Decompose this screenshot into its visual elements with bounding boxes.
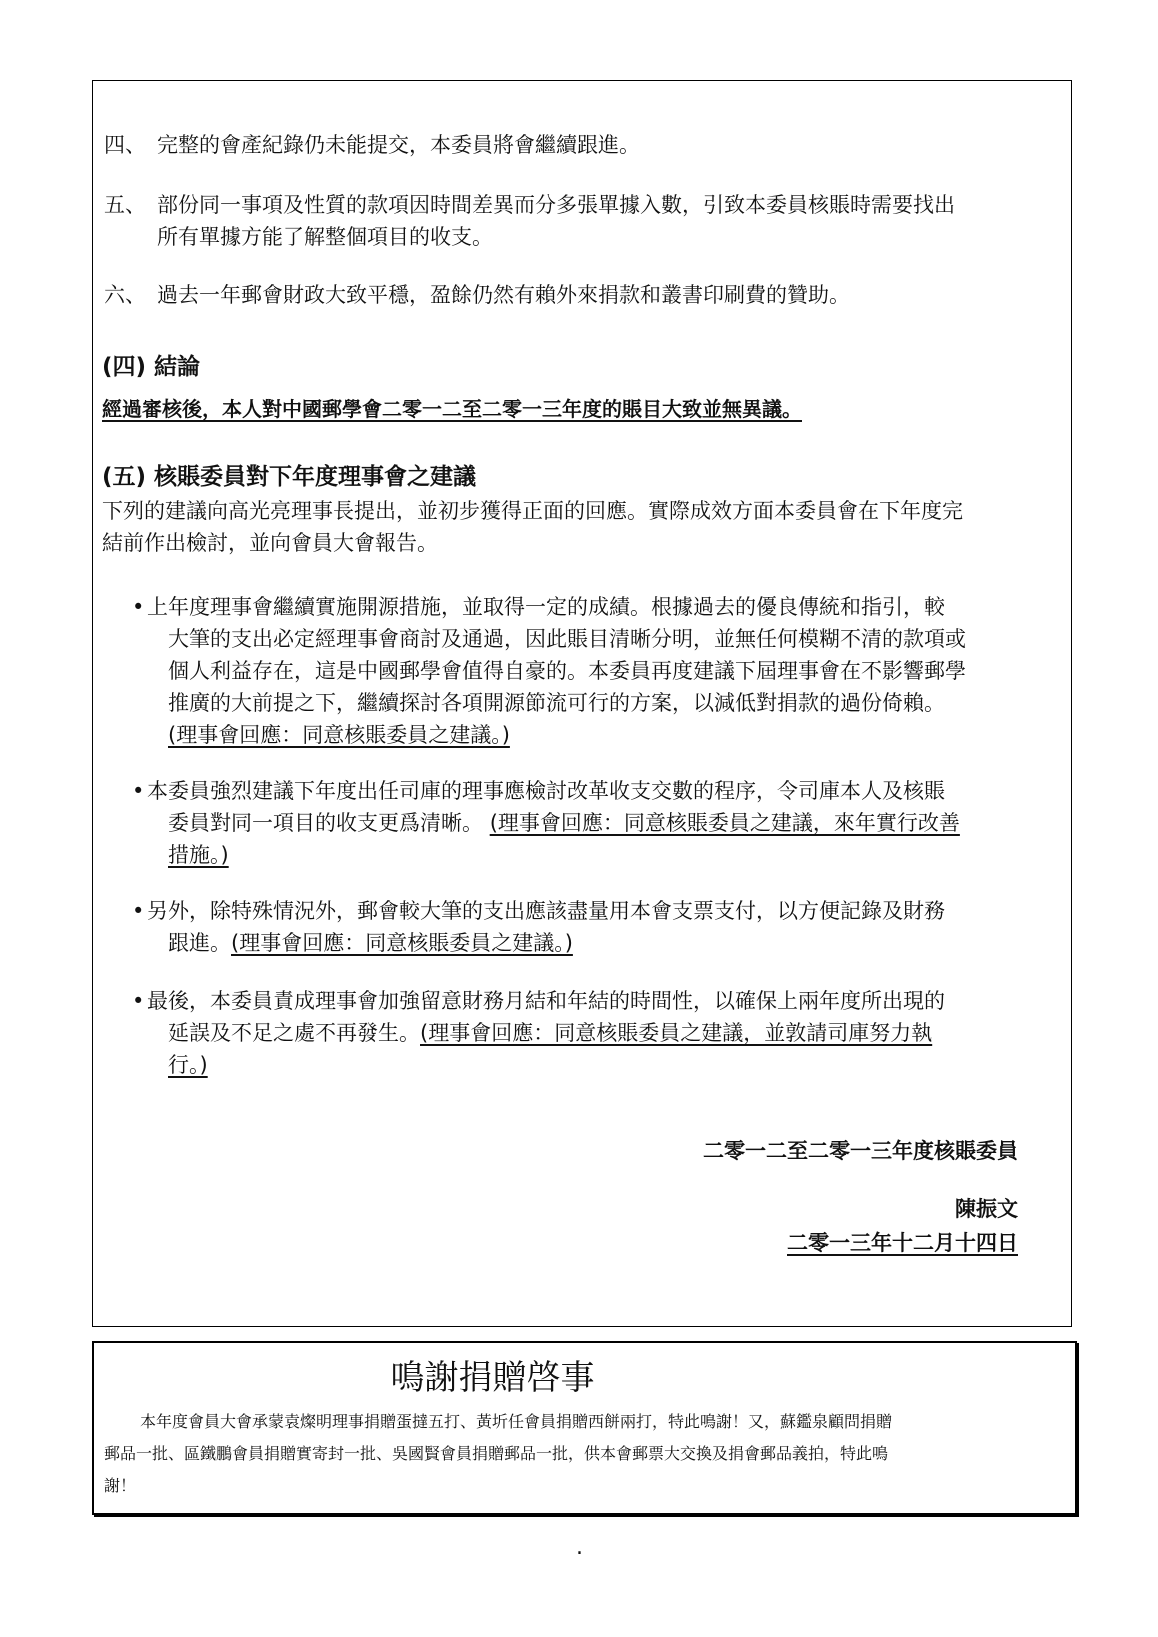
- bullet-1-line2: 大筆的支出必定經理事會商討及通過，因此賬目清晰分明，並無任何模糊不清的款項或: [168, 627, 966, 651]
- thanks-line2: 郵品一批、區鐵鵬會員捐贈實寄封一批、吳國賢會員捐贈郵品一批，供本會郵票大交換及捐會郵品義拍，特此鳴: [104, 1444, 889, 1463]
- bullet-4-line2: [168, 1016, 932, 1050]
- bullet-1-line1: 上年度理事會繼續實施開源措施，並取得一定的成績。根據過去的優良傳統和指引，較: [147, 595, 945, 619]
- bullet-4-response-line1: (理事會回應：同意核賬委員之建議，並敦請司庫努力執: [420, 1021, 933, 1045]
- section-4-heading: (四) 結論: [102, 354, 201, 380]
- bullet-marker: •: [132, 899, 145, 923]
- bullet-marker: •: [132, 595, 145, 619]
- bullet-4-line1: 最後，本委員責成理事會加強留意財務月結和年結的時間性，以確保上兩年度所出現的: [147, 989, 945, 1013]
- item-4-text: 完整的會產紀錄仍未能提交，本委員將會繼續跟進。: [157, 133, 640, 157]
- bullet-2-lead: 委員對同一項目的收支更爲清晰。: [168, 811, 490, 835]
- footer-mark: .: [576, 1535, 583, 1560]
- thanks-line3: 謝！: [104, 1476, 137, 1495]
- item-6-number: 六、: [104, 283, 146, 307]
- section-5-intro-line2: 結前作出檢討，並向會員大會報告。: [102, 531, 438, 555]
- item-6-text: 過去一年郵會財政大致平穩，盈餘仍然有賴外來捐款和叢書印刷費的贊助。: [157, 283, 850, 307]
- bullet-marker: •: [132, 989, 145, 1013]
- conclusion-text: 經過審核後，本人對中國郵學會二零一二至二零一三年度的賬目大致並無異議。: [102, 397, 802, 421]
- bullet-4-lead: 延誤及不足之處不再發生。: [168, 1021, 420, 1045]
- thanks-title: 鳴謝捐贈啓事: [390, 1358, 595, 1398]
- bullet-2-response-line2: 措施。): [168, 843, 229, 867]
- section-5-intro-line1: 下列的建議向高光亮理事長提出，並初步獲得正面的回應。實際成效方面本委員會在下年度完: [102, 499, 963, 523]
- bullet-marker: •: [132, 779, 145, 803]
- bullet-2-line1: 本委員強烈建議下年度出任司庫的理事應檢討改革收支交數的程序，令司庫本人及核賬: [147, 779, 945, 803]
- bullet-1-line3: 個人利益存在，這是中國郵學會值得自豪的。本委員再度建議下屆理事會在不影響郵學: [168, 659, 966, 683]
- item-5-number: 五、: [104, 193, 146, 217]
- section-5-heading: (五) 核賬委員對下年度理事會之建議: [102, 464, 477, 490]
- bullet-3-lead: 跟進。: [168, 931, 231, 955]
- bullet-4-response-line2: 行。): [168, 1053, 208, 1077]
- bullet-1-line4: 推廣的大前提之下，繼續探討各項開源節流可行的方案，以減低對捐款的過份倚賴。: [168, 691, 945, 715]
- bullet-1-response: (理事會回應：同意核賬委員之建議。): [168, 723, 510, 747]
- bullet-3-response: (理事會回應：同意核賬委員之建議。): [231, 931, 573, 955]
- item-4-number: 四、: [104, 133, 146, 157]
- item-5-text-line1: 部份同一事項及性質的款項因時間差異而分多張單據入數，引致本委員核賬時需要找出: [157, 193, 955, 217]
- signature-name: 陳振文: [955, 1197, 1018, 1221]
- bullet-3-line2: [168, 926, 573, 960]
- signature-date: 二零一三年十二月十四日: [787, 1231, 1018, 1255]
- signature-role: 二零一二至二零一三年度核賬委員: [703, 1139, 1018, 1163]
- thanks-line1: 本年度會員大會承蒙袁燦明理事捐贈蛋撻五打、黃圻任會員捐贈西餅兩打，特此鳴謝！又，蘇鑑泉顧問捐贈: [140, 1412, 893, 1431]
- bullet-3-line1: 另外，除特殊情況外，郵會較大筆的支出應該盡量用本會支票支付，以方便記錄及財務: [147, 899, 945, 923]
- bullet-2-line2: [168, 806, 960, 840]
- bullet-2-response-line1: (理事會回應：同意核賬委員之建議，來年實行改善: [489, 811, 960, 835]
- item-5-text-line2: 所有單據方能了解整個項目的收支。: [157, 225, 493, 249]
